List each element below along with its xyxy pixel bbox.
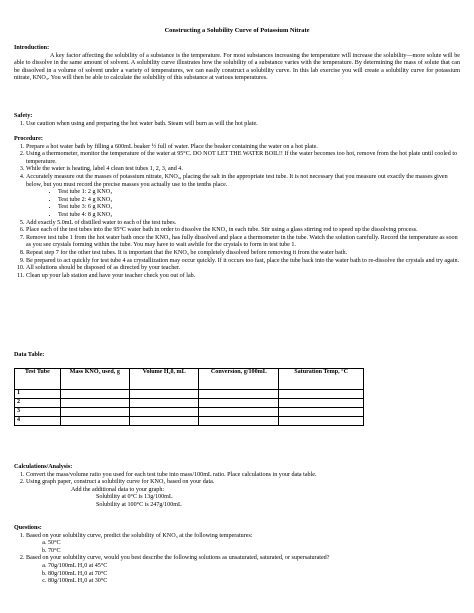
table-cell[interactable] (199, 399, 279, 408)
procedure-step: 11. Clean up your lab station and have your teacher check you out of lab. (26, 273, 460, 281)
test-tube-mass: • Test tube 4: 8 g KNO₃ (58, 212, 460, 220)
procedure-heading: Procedure: (14, 136, 43, 142)
introduction-section (14, 45, 460, 83)
table-cell[interactable] (199, 390, 279, 399)
solubility-0c: Solubility at 0°C is 13g/100mL (96, 494, 173, 501)
question-2-option: c. 80g/100mL H₂0 at 30°C (48, 578, 460, 586)
question-2: Based on your solubility curve, would you best describe the following solutions as unsaturated, saturated, or supersaturated? (26, 555, 330, 562)
procedure-step: 7. Remove test tube 1 from the hot water bath once the KNO₃ has fully dissolved and place a thermometer in the tube. Watch the solution carefully. Record the temperature as soon as you see crystals forming within the tube. You may have to wait awhile for the crystals to form in test tube 1. (26, 235, 460, 250)
procedure-step: 8. Repeat step 7 for the other test tubes. It is important that the KNO₃ be completely dissolved before removing it from the water bath. (26, 250, 460, 258)
calculations-section (14, 464, 460, 510)
data-table-heading: Data Table: (14, 352, 45, 358)
calculation-item: 2. Using graph paper, construct a solubility curve for KNO₃ based on your data. (26, 479, 460, 487)
introduction-text: A key factor affecting the solubility of a substance is the temperature. For most substances increasing the temperature will increase the solubility—more solute will be able to dissolve in the same amount of solvent. A solubility curve illustrates how the solubility of a substance varies with the temperature. By determining the mass of solute that can be dissolved in a volume of solvent under a variety of temperatures, we can easily construct a solubility curve. In this lab exercise you will create a solubility curve for potassium nitrate, KNO₃. You will then be able to calculate the solubility of this substance at various temperatures. (14, 52, 460, 82)
column-header: Conversion, g/100mL (199, 369, 279, 390)
procedure-section (14, 136, 460, 280)
question-1: Based on your solubility curve, predict the solubility of KNO₃ at the following temperatures: (26, 532, 253, 539)
calculations-heading: Calculations/Analysis: (14, 464, 73, 470)
question-2-option: a. 70g/100mL H₂0 at 45°C (48, 563, 460, 571)
column-header: Mass KNO₃ used, g (60, 369, 129, 390)
table-cell[interactable] (279, 390, 364, 399)
column-header: Volume H₂0, mL (129, 369, 199, 390)
table-cell[interactable] (60, 408, 129, 417)
additional-data-label: Add the additional data to your graph: (71, 486, 165, 493)
table-cell[interactable] (129, 390, 199, 399)
introduction-heading: Introduction: (14, 45, 50, 51)
procedure-step: 3. While the water is heating, label 4 clean test tubes 1, 2, 3, and 4. (26, 166, 460, 174)
table-cell[interactable] (199, 408, 279, 417)
row-number: 1 (15, 390, 61, 399)
table-cell[interactable] (129, 399, 199, 408)
column-header: Test Tube (15, 369, 61, 390)
safety-item: 1. Use caution when using and preparing the hot water bath. Steam will burn as will the hot plate. (26, 121, 460, 129)
column-header: Saturation Temp, °C (279, 369, 364, 390)
row-number: 4 (15, 417, 61, 426)
test-tube-mass: • Test tube 1: 2 g KNO₃ (58, 189, 460, 197)
data-table (14, 368, 364, 426)
procedure-step: 9. Be prepared to act quickly for test tube 4 as crystallization may occur quickly. If it occurs too fast, place the tube back into the water bath to re-dissolve the crystals and try again. (26, 258, 460, 266)
table-row (15, 417, 364, 426)
procedure-step: 6. Place each of the test tubes into the 95°C water bath in order to dissolve the KNO₃ in each tube. Stir using a glass stirring rod to speed up the dissolving process. (26, 227, 460, 235)
question-2-option: b. 80g/100mL H₂0 at 70°C (48, 571, 460, 579)
table-row (15, 390, 364, 399)
test-tube-mass: • Test tube 2: 4 g KNO₃ (58, 197, 460, 205)
question-1-option: a. 50°C (48, 540, 460, 548)
table-cell[interactable] (60, 390, 129, 399)
page-title: Constructing a Solubility Curve of Potassium Nitrate (164, 27, 310, 34)
question-1-option: b. 70°C (48, 548, 460, 556)
procedure-step: 4. Accurately measure out the masses of potassium nitrate, KNO₃, placing the salt in the appropriate test tube. It is not necessary that you measure out exactly the masses given below, but you must record the precise masses you actually use to the tenths place. (26, 174, 460, 189)
row-number: 2 (15, 399, 61, 408)
solubility-100c: Solubility at 100°C is 247g/100mL (96, 501, 182, 508)
test-tube-mass: • Test tube 3: 6 g KNO₃ (58, 204, 460, 212)
table-cell[interactable] (279, 417, 364, 426)
table-cell[interactable] (60, 399, 129, 408)
table-cell[interactable] (279, 408, 364, 417)
questions-heading: Questions: (14, 525, 42, 531)
table-cell[interactable] (129, 408, 199, 417)
table-cell[interactable] (129, 417, 199, 426)
procedure-step: 1. Prepare a hot water bath by filling a 600mL beaker ½ full of water. Place the beaker containing the water on a hot plate. (26, 144, 460, 152)
safety-heading: Safety: (14, 113, 33, 119)
procedure-step: 10. All solutions should be disposed of as directed by your teacher. (26, 265, 460, 273)
safety-section (14, 113, 460, 128)
procedure-step: 2. Using a thermometer, monitor the temperature of the water at 95°C. DO NOT LET THE WATER BOIL!! If the water becomes too hot, remove from the hot plate until cooled to temperature. (26, 151, 460, 166)
table-cell[interactable] (199, 417, 279, 426)
calculation-item: 1. Convert the mass/volume ratio you used for each test tube into mass/100mL ratio. Place calculations in your data table. (26, 472, 460, 480)
procedure-step: 5. Add exactly 5.0mL of distilled water to each of the test tubes. (26, 220, 460, 228)
row-number: 3 (15, 408, 61, 417)
table-row (15, 399, 364, 408)
table-cell[interactable] (279, 399, 364, 408)
table-row (15, 408, 364, 417)
questions-section (14, 525, 460, 586)
table-cell[interactable] (60, 417, 129, 426)
